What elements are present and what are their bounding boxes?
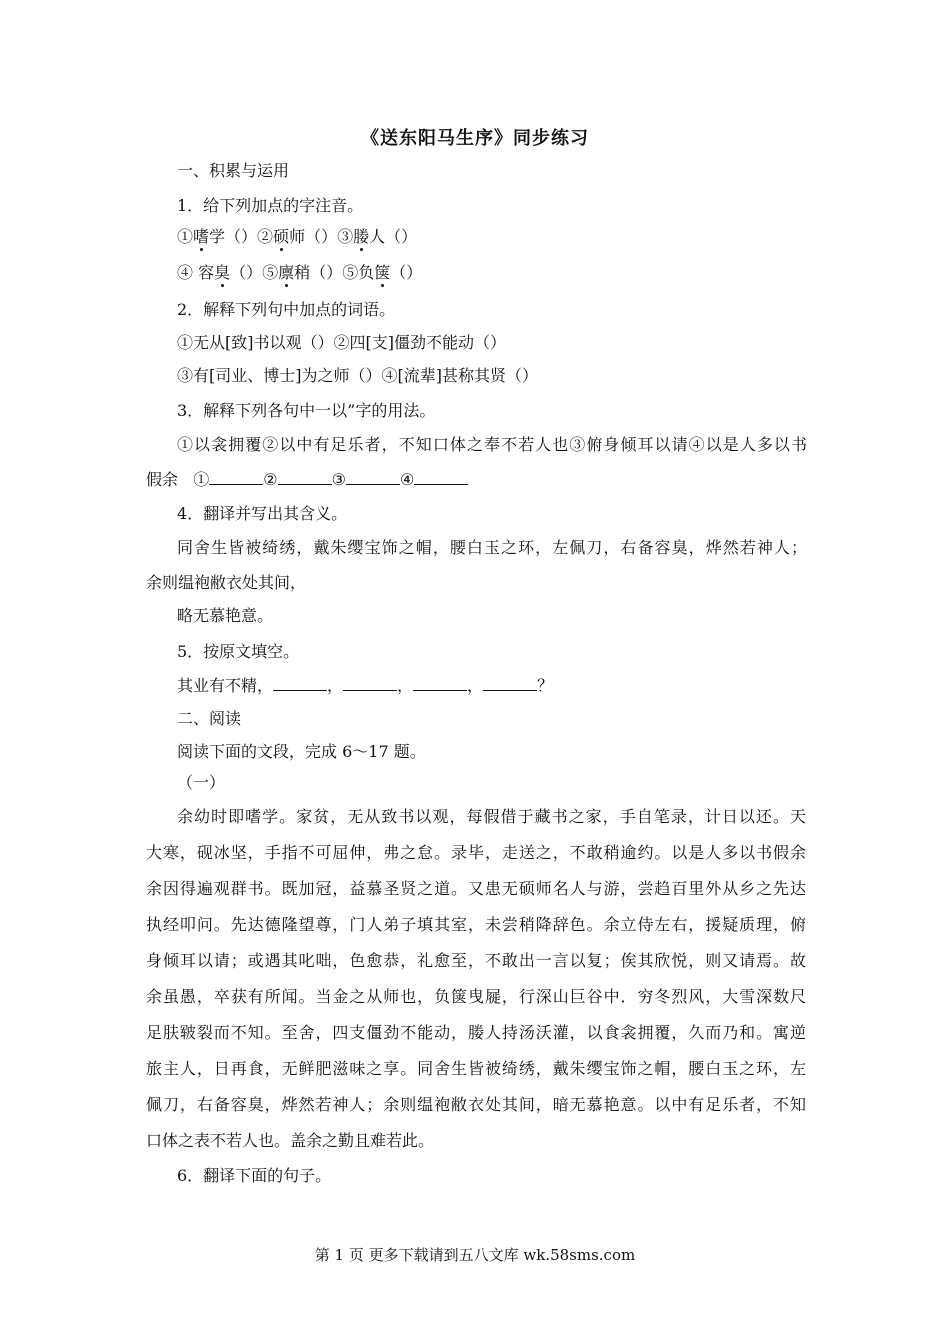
q1-row-1 (177, 226, 417, 248)
q5-prompt: 5．按原文填空。 (177, 642, 300, 661)
passage-line: 余虽愚，卒获有所闻。当金之从师也，负箧曳屣，行深山巨谷中．穷冬烈风，大雪深数尺 (146, 987, 806, 1006)
q4-line-2: 余则缊袍敝衣处其间， (146, 573, 307, 592)
answer-blank[interactable] (343, 675, 397, 691)
passage-line: 身倾耳以请；或遇其叱咄，色愈恭，礼愈至，不敢出一言以复；俟其欣悦，则又请焉。故 (146, 951, 806, 970)
q1-item: ①嗜学（） (177, 227, 258, 246)
q4-line-3: 略无慕艳意。 (177, 606, 274, 625)
q2-line-1: ①无从[致]书以观（）②四[支]僵劲不能动（） (177, 333, 506, 352)
section-1-heading: 一、积累与运用 (177, 161, 290, 180)
q6-prompt: 6．翻译下面的句子。 (177, 1166, 332, 1185)
q3-prompt: 3．解释下列各句中一以”字的用法。 (177, 401, 436, 420)
answer-blank[interactable] (413, 675, 467, 691)
passage-line: 口体之表不若人也。盖余之勤且难若此。 (146, 1131, 435, 1150)
q4-prompt: 4．翻译并写出其含义。 (177, 504, 348, 523)
passage-line: 余幼时即嗜学。家贫，无从致书以观，每假借于藏书之家，手自笔录，计日以还。天 (177, 807, 806, 826)
q3-line-2: 假余 ① ② ③ ④ (146, 469, 468, 491)
page-footer: 第 1 页 更多下载请到五八文库 wk.58sms.com (314, 1246, 636, 1264)
q1-row-2 (177, 262, 422, 284)
passage-line: 大寒，砚冰坚，手指不可屈伸，弗之怠。录毕，走送之，不敢稍逾约。以是人多以书假余 (146, 843, 806, 862)
section-2-heading: 二、阅读 (177, 709, 242, 728)
answer-blank[interactable]: ② (263, 470, 331, 489)
answer-blank[interactable]: ③ (332, 470, 400, 489)
q5-fill-line: 其业有不精， ， ， ， ？ (177, 676, 554, 695)
passage-line: 执经叩问。先达德隆望尊，门人弟子填其室，未尝稍降辞色。余立侍左右，援疑质理，俯 (146, 915, 806, 934)
q1-prompt: 1．给下列加点的字注音。 (177, 196, 364, 215)
q2-prompt: 2．解释下列句中加点的词语。 (177, 300, 396, 319)
q1-item: ④ 容臭（） (177, 263, 263, 282)
answer-blank[interactable]: ① (193, 470, 263, 489)
page-title: 《送东阳马生序》同步练习 (361, 128, 589, 149)
reading-instruction: 阅读下面的文段，完成 6～17 题。 (177, 742, 426, 761)
passage-line: 佩刀，右备容臭，烨然若神人；余则缊袍敝衣处其间，暗无慕艳意。以中有足乐者，不知 (146, 1095, 806, 1114)
q3-line-1: ①以衾拥覆②以中有足乐者，不知口体之奉不若人也③俯身倾耳以请④以是人多以书 (177, 435, 807, 454)
q1-item: ③媵人（） (337, 227, 418, 246)
answer-blank[interactable] (483, 675, 537, 691)
answer-blank[interactable]: ④ (400, 470, 468, 489)
q1-item: ⑤廪稍（） (262, 263, 343, 282)
part-label: （一） (177, 773, 226, 792)
q2-line-2: ③有[司业、博士]为之师（）④[流辈]甚称其贤（） (177, 366, 538, 385)
q1-item: ⑤负箧（） (342, 263, 423, 282)
q4-line-1: 同舍生皆被绮绣，戴朱缨宝饰之帽，腰白玉之环，左佩刀，右备容臭，烨然若神人； (177, 538, 807, 557)
passage-line: 余因得遍观群书。既加冠，益慕圣贤之道。又患无硕师名人与游，尝趋百里外从乡之先达 (146, 879, 806, 898)
answer-blank[interactable] (273, 675, 327, 691)
passage-line: 旅主人，日再食，无鲜肥滋味之享。同舍生皆被绮绣，戴朱缨宝饰之帽，腰白玉之环，左 (146, 1059, 806, 1078)
q1-item: ②硕师（） (257, 227, 338, 246)
passage-line: 足肤皲裂而不知。至舍，四支僵劲不能动，媵人持汤沃灌，以食衾拥覆，久而乃和。寓逆 (146, 1023, 806, 1042)
